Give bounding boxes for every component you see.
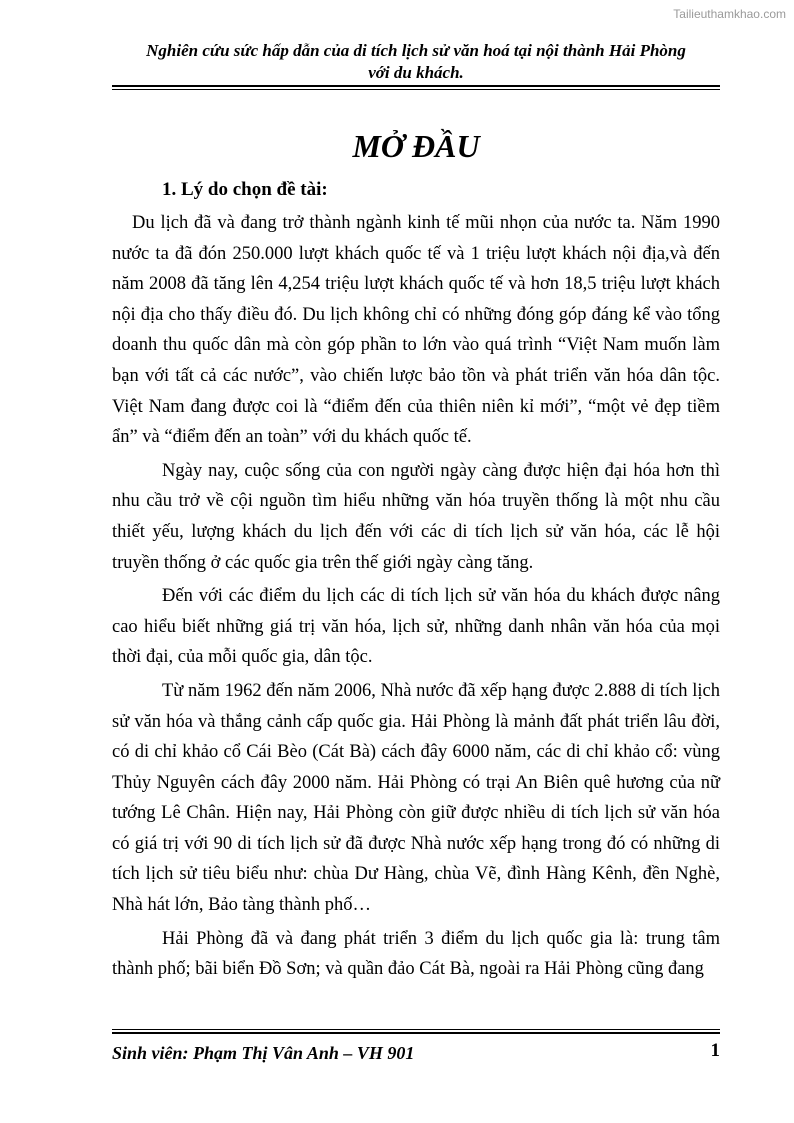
footer-rule [112, 1029, 720, 1034]
header-line-2: với du khách. [368, 63, 464, 82]
body-text [112, 208, 720, 988]
section-heading: 1. Lý do chọn đề tài: [162, 179, 328, 200]
paragraph: Từ năm 1962 đến năm 2006, Nhà nước đã xếp hạng được 2.888 di tích lịch sử văn hóa và thắng cảnh cấp quốc gia. Hải Phòng là mảnh đất phát triển lâu đời, có di chỉ khảo cổ Cái Bèo (Cát Bà) cách đây 6000 năm, các di chỉ khảo cổ: vùng Thủy Nguyên cách đây 2000 năm. Hải Phòng có trại An Biên quê hương của nữ tướng Lê Chân. Hiện nay, Hải Phòng còn giữ được nhiều di tích lịch sử văn hóa có giá trị với 90 di tích lịch sử đã được Nhà nước xếp hạng trong đó có những di tích lịch sử tiêu biểu như: chùa Dư Hàng, chùa Vẽ, đình Hàng Kênh, đền Nghè, Nhà hát lớn, Bảo tàng thành phố… [112, 680, 720, 916]
page-title: MỞ ĐẦU [352, 128, 480, 164]
paragraph: Ngày nay, cuộc sống của con người ngày càng được hiện đại hóa hơn thì nhu cầu trở về cội nguồn tìm hiểu những văn hóa truyền thống là một nhu cầu thiết yếu, lượng khách du lịch đến với các di tích lịch sử văn hóa, các lễ hội truyền thống ở các quốc gia trên thế giới ngày càng tăng. [112, 460, 720, 573]
running-header [112, 40, 720, 84]
header-rule [112, 85, 720, 90]
paragraph: Du lịch đã và đang trở thành ngành kinh tế mũi nhọn của nước ta. Năm 1990 nước ta đã đón 250.000 lượt khách quốc tế và 1 triệu lượt khách nội địa,và đến năm 2008 đã tăng lên 4,254 triệu lượt khách quốc tế và hơn 18,5 triệu lượt khách nội địa cho thấy điều đó. Du lịch không chỉ có những đóng góp đáng kể vào tổng doanh thu quốc dân mà còn góp phần to lớn vào quá trình “Việt Nam muốn làm bạn với tất cả các nước”, vào chiến lược bảo tồn và phát triển văn hóa dân tộc. Việt Nam đang được coi là “điểm đến của thiên niên kỉ mới”, “một vẻ đẹp tiềm ẩn” và “điểm đến an toàn” với du khách quốc tế. [112, 213, 720, 448]
paragraph: Đến với các điểm du lịch các di tích lịch sử văn hóa du khách được nâng cao hiểu biết những giá trị văn hóa, lịch sử, những danh nhân văn hóa của mọi thời đại, của mỗi quốc gia, dân tộc. [112, 586, 720, 668]
watermark: Tailieuthamkhao.com [673, 7, 786, 21]
header-line-1: Nghiên cứu sức hấp dẫn của di tích lịch sử văn hoá tại nội thành Hải Phòng [146, 41, 686, 60]
page-number: 1 [710, 1040, 720, 1061]
footer-author: Sinh viên: Phạm Thị Vân Anh – VH 901 [112, 1043, 415, 1063]
paragraph: Hải Phòng đã và đang phát triển 3 điểm du lịch quốc gia là: trung tâm thành phố; bãi biển Đồ Sơn; và quần đảo Cát Bà, ngoài ra Hải Phòng cũng đang [112, 928, 720, 980]
